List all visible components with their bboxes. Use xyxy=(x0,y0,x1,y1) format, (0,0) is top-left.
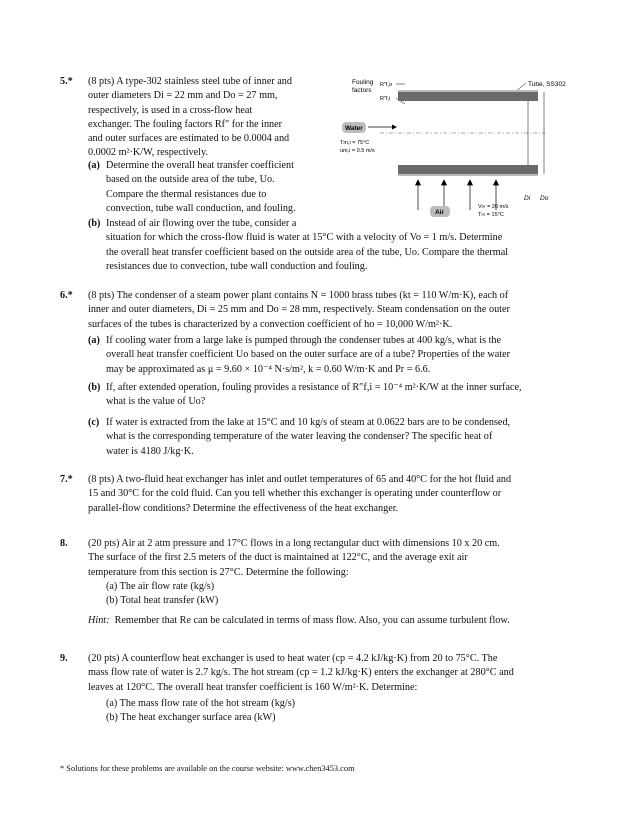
fouling-bottom xyxy=(398,174,538,176)
problem-8-list xyxy=(106,580,218,609)
do-label: Do xyxy=(540,195,549,202)
footnote: * Solutions for these problems are available on the course website: www.chen3453.com xyxy=(60,764,355,773)
water-velocity-label: um,i = 0.5 m/s xyxy=(340,148,375,154)
problem-8-number: 8. xyxy=(60,538,68,549)
fouling-label: Fouling xyxy=(352,79,374,86)
fouling-top xyxy=(398,90,538,92)
tube-label: Tube, SS302 xyxy=(528,81,566,88)
di-label: Di xyxy=(524,195,531,202)
air-velocity-label: V∞ = 20 m/s xyxy=(478,204,509,210)
r-inner-label: R″f,i xyxy=(380,96,391,102)
list-item: (a) The air flow rate (kg/s) xyxy=(106,581,215,592)
problem-8-hint xyxy=(88,614,510,628)
list-item: (a) The mass flow rate of the hot stream (kg/s) xyxy=(106,698,296,709)
problem-6-number: 6.* xyxy=(60,290,73,301)
water-label: Water xyxy=(345,125,363,132)
tube-wall-top xyxy=(398,92,538,101)
problem-9-list xyxy=(106,697,295,726)
water-arrow-head xyxy=(392,125,397,130)
list-item: (b) Total heat transfer (kW) xyxy=(106,595,219,607)
factors-label: factors xyxy=(352,87,372,94)
air-label: Air xyxy=(435,209,445,216)
problem-9-text: (20 pts) A counterflow heat exchanger is used to heat water (cp = 4.2 kJ/kg·K) from 20 to 75°C. The mass flow rate of water is 2.7 kg/s. The hot stream (cp = 1.2 kJ/kg·K) enters the exchanger at 280°C and leaves at 120°C. The overall heat transfer coefficient is 160 W/m²·K. Determine: xyxy=(88,653,514,693)
hint-text: Remember that Re can be calculated in terms of mass flow. Also, you can assume turbulent flow. xyxy=(114,615,510,626)
tube-wall-bottom xyxy=(398,165,538,174)
problem-8-text: (20 pts) Air at 2 atm pressure and 17°C flows in a long rectangular duct with dimensions 10 x 20 cm. The surface of the first 2.5 meters of the duct is maintained at 122°C, and the average exit air temperature from this section is 27°C. Determine the following: xyxy=(88,538,500,578)
problem-5-number: 5.* xyxy=(60,76,73,87)
tube-crossflow-figure xyxy=(330,72,590,222)
problem-5-text: (8 pts) A type-302 stainless steel tube of inner and outer diameters Di = 22 mm and Do = 27 mm, respectively, is used in a cross-flow heat exchanger. The fouling factors Rf" for the inner and outer surfaces are estimated to be 0.0004 and 0.0002 m²·K/W, respectively. xyxy=(88,76,292,159)
air-temp-label: T∞ = 15°C xyxy=(478,212,504,218)
hint-label: Hint: xyxy=(88,615,110,626)
problem-6-text: (8 pts) The condenser of a steam power plant contains N = 1000 brass tubes (kt = 110 W/m·K), each of inner and outer diameters, Di = 25 mm and Do = 28 mm, respectively. Steam condensation on the outer surfaces of the tubes is characterized by a convection coefficient of ho = 10,000 W/m²·K. xyxy=(88,290,510,330)
list-item: (b) The heat exchanger surface area (kW) xyxy=(106,712,276,724)
water-temp-label: Tm,i = 75°C xyxy=(340,140,370,146)
problem-9-number: 9. xyxy=(60,653,68,664)
problem-7-text: (8 pts) A two-fluid heat exchanger has inlet and outlet temperatures of 65 and 40°C for the hot fluid and 15 and 30°C for the cold fluid. Can you tell whether this exchanger is operating under counterflow or parallel-flow conditions? Determine the effectiveness of the heat exchanger. xyxy=(88,474,512,514)
problem-7-number: 7.* xyxy=(60,474,73,485)
r-outer-label: R″f,o xyxy=(380,82,393,88)
